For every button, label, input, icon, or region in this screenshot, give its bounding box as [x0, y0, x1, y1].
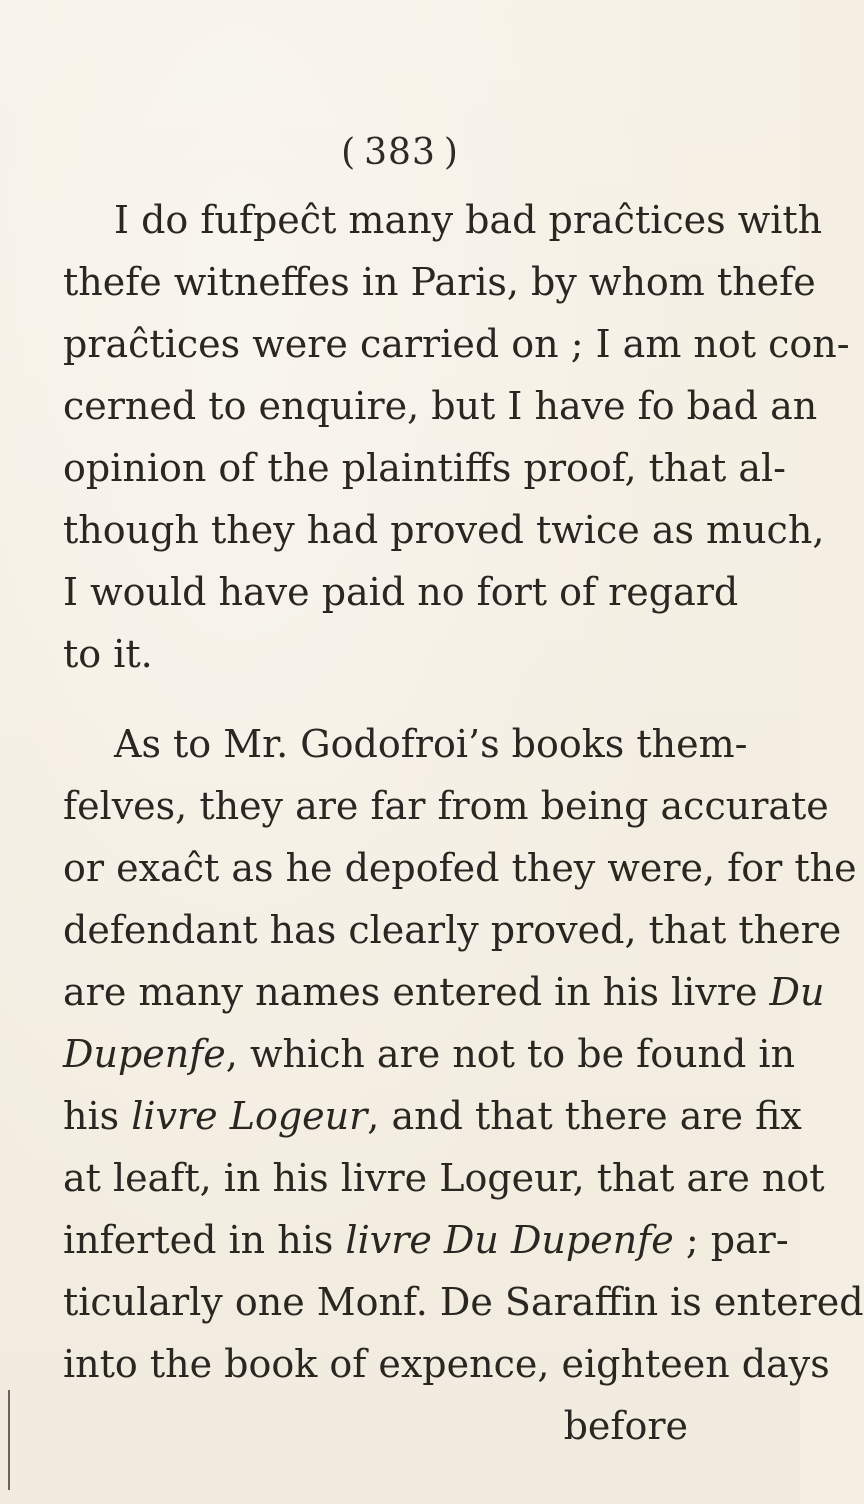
text-line: to it.	[63, 632, 153, 676]
text-span: ; par-	[673, 1218, 789, 1262]
text-line: I would have paid no fort of regard	[63, 570, 739, 614]
text-line	[63, 1210, 789, 1270]
text-line: As to Mr. Godofroi’s books them-	[114, 722, 748, 766]
text-line: though they had proved twice as much,	[63, 508, 825, 552]
text-line: defendant has clearly proved, that there	[63, 908, 842, 952]
text-line: cerned to enquire, but I have fo bad an	[63, 384, 818, 428]
text-line: opinion of the plaintiffs proof, that al-	[63, 446, 787, 490]
catchword: before	[563, 1404, 688, 1448]
text-span: , and that there are fix	[367, 1094, 802, 1138]
page-number-value: 383	[364, 132, 436, 173]
text-span: , which are not to be found in	[225, 1032, 796, 1076]
italic-text: Dupenfe	[63, 1032, 226, 1076]
text-line: felves, they are far from being accurate	[63, 784, 829, 828]
italic-text: livre Logeur	[131, 1094, 368, 1138]
page-number: ( 383 )	[341, 132, 459, 173]
text-span: are many names entered in his livre	[63, 970, 770, 1014]
text-line: praĉtices were carried on ; I am not con-	[63, 322, 850, 366]
italic-text: livre Du Dupenfe	[345, 1218, 674, 1262]
text-line: ticularly one Monf. De Saraffin is entered	[63, 1280, 864, 1324]
text-span: his	[63, 1094, 132, 1138]
text-span: inferted in his	[63, 1218, 346, 1262]
text-line	[63, 1086, 802, 1146]
italic-text: Du	[769, 970, 825, 1014]
text-line: at leaft, in his livre Logeur, that are not	[63, 1156, 825, 1200]
binding-edge-mark	[8, 1390, 10, 1490]
text-line: thefe witneffes in Paris, by whom thefe	[63, 260, 816, 304]
text-line: or exaĉt as he depofed they were, for the	[63, 846, 857, 890]
text-line: I do fufpeĉt many bad praĉtices with	[114, 198, 823, 242]
text-line	[63, 962, 825, 1022]
text-line	[63, 1024, 796, 1084]
text-line: into the book of expence, eighteen days	[63, 1342, 830, 1386]
